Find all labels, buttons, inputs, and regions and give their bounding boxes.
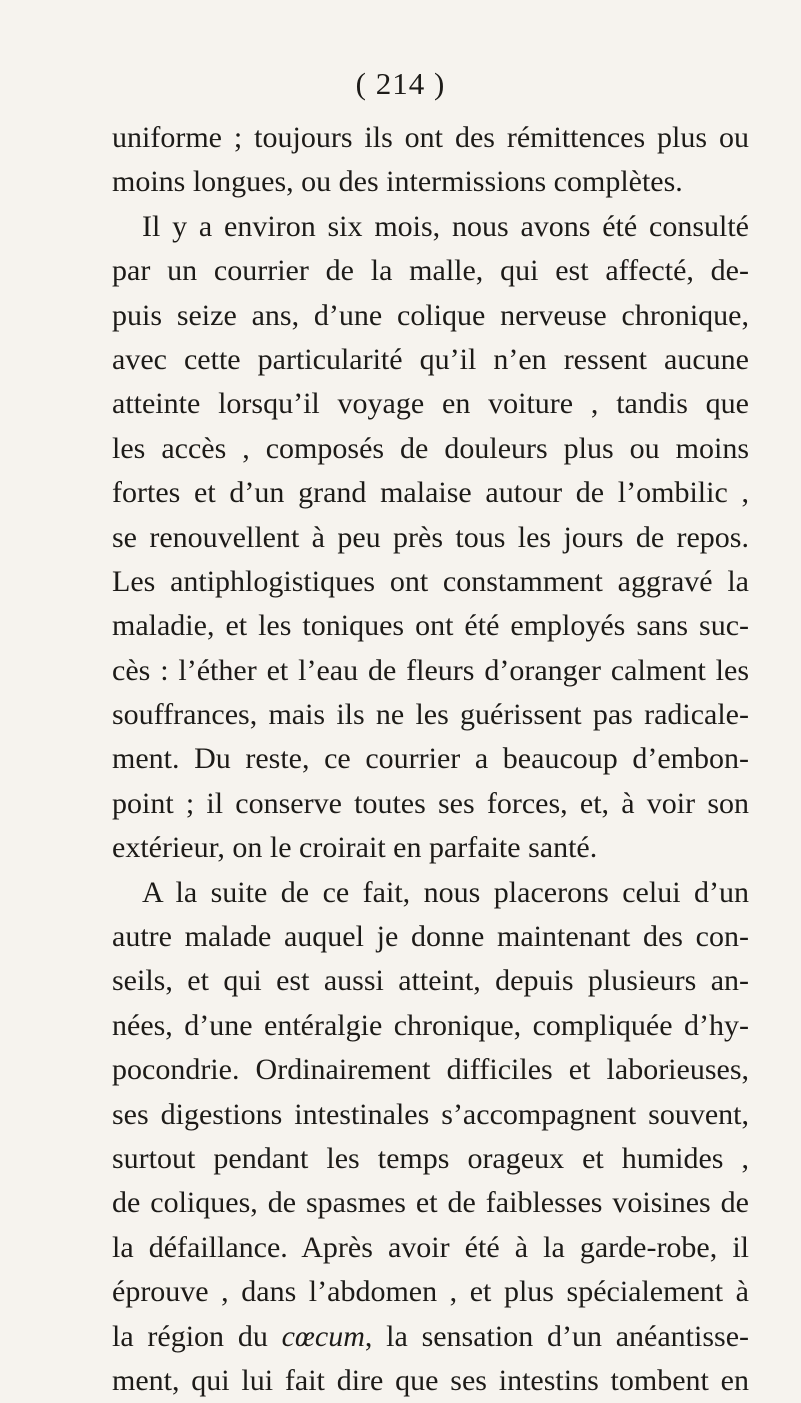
text-line: souffrances, mais ils ne les guérissent pas radicale- — [112, 698, 749, 732]
page-number: ( 214 ) — [355, 66, 446, 101]
text-line: autre malade auquel je donne maintenant des con- — [112, 920, 749, 954]
body-text — [112, 116, 749, 1403]
text-line: éprouve , dans l’abdomen , et plus spécialement à — [112, 1275, 749, 1309]
text-line: fortes et d’un grand malaise autour de l’ombilic , — [112, 476, 749, 510]
text-line: par un courrier de la malle, qui est affecté, de- — [112, 254, 749, 288]
text-line: seils, et qui est aussi atteint, depuis plusieurs an- — [112, 964, 749, 998]
text-line: avec cette particularité qu’il n’en ressent aucune — [112, 342, 749, 376]
text-line: la région du cœcum, la sensation d’un anéantisse- — [112, 1319, 749, 1353]
text-line: la défaillance. Après avoir été à la garde-robe, il — [112, 1230, 749, 1264]
text-line: Il y a environ six mois, nous avons été consulté — [142, 209, 749, 243]
text-line: point ; il conserve toutes ses forces, et, à voir son — [112, 786, 749, 820]
text-line: A la suite de ce fait, nous placerons celui d’un — [142, 875, 749, 909]
text-line: puis seize ans, d’une colique nerveuse chronique, — [112, 298, 749, 332]
text-line: uniforme ; toujours ils ont des rémittences plus ou — [112, 121, 749, 154]
text-line: nées, d’une entéralgie chronique, compliquée d’hy- — [112, 1008, 749, 1042]
text-line: Les antiphlogistiques ont constamment aggravé la — [112, 564, 749, 598]
text-line: les accès , composés de douleurs plus ou moins — [112, 431, 749, 465]
text-line: atteinte lorsqu’il voyage en voiture , tandis que — [112, 387, 749, 421]
text-line: de coliques, de spasmes et de faiblesses voisines de — [112, 1186, 749, 1220]
text-line: ment. Du reste, ce courrier a beaucoup d’embon- — [112, 742, 749, 776]
italic-term: cœcum — [281, 1319, 365, 1353]
text-line: se renouvellent à peu près tous les jours de repos. — [112, 520, 749, 554]
text-line: ses digestions intestinales s’accompagnent souvent, — [112, 1097, 749, 1131]
text-line: ment, qui lui fait dire que ses intestins tombent en — [112, 1363, 749, 1397]
text-line: maladie, et les toniques ont été employés sans suc- — [112, 609, 749, 643]
text-line: cès : l’éther et l’eau de fleurs d’oranger calment les — [112, 653, 749, 687]
text-line: surtout pendant les temps orageux et humides , — [112, 1141, 749, 1175]
text-line: pocondrie. Ordinairement difficiles et laborieuses, — [112, 1053, 749, 1087]
text-line: moins longues, ou des intermissions complètes. — [112, 165, 683, 199]
text-line: extérieur, on le croirait en parfaite santé. — [112, 831, 598, 865]
